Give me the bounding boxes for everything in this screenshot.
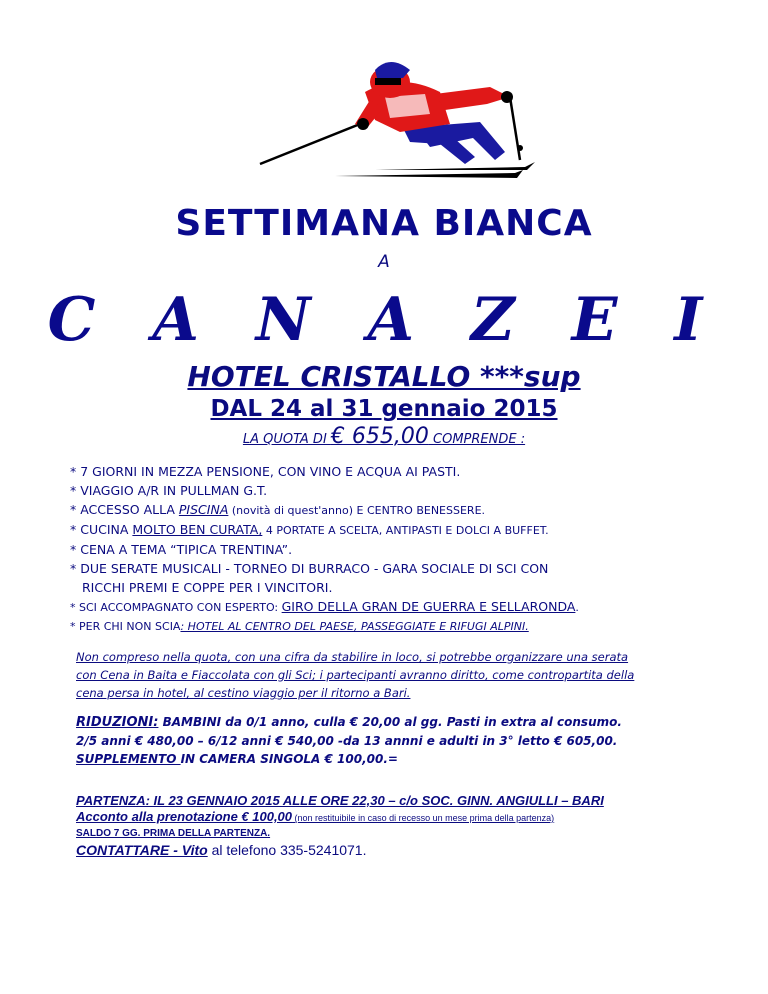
note-line: Non compreso nella quota, con una cifra da stabilire in loco, si potrebbe organizzare una serata <box>76 650 629 664</box>
list-item: * 7 GIORNI IN MEZZA PENSIONE, CON VINO E ACQUA AI PASTI. <box>70 464 461 479</box>
supplement-text: IN CAMERA SINGOLA € 100,00.= <box>180 752 398 766</box>
departure-section <box>76 793 756 858</box>
list-item-text: * SCI ACCOMPAGNATO CON ESPERTO: <box>70 601 282 614</box>
deposit-note: (non restituibile in caso di recesso un mese prima della partenza) <box>292 813 555 823</box>
supplement-line <box>76 750 716 768</box>
contact-phone: al telefono 335-5241071. <box>207 842 367 858</box>
connector-text: A <box>378 252 390 272</box>
reductions-label: RIDUZIONI: <box>76 715 159 730</box>
quota-prefix: LA QUOTA DI <box>242 432 331 447</box>
list-item-text: * PER CHI NON SCIA <box>70 620 181 633</box>
deposit-line <box>76 809 756 826</box>
destination-title: C A N A Z E I <box>47 285 721 355</box>
note-line: con Cena in Baita e Fiaccolata con gli Sci; i partecipanti avranno diritto, come contropartita della <box>76 668 635 682</box>
list-item-text: . <box>575 601 579 614</box>
reductions-line: 2/5 anni € 480,00 – 6/12 anni € 540,00 -da 13 annni e adulti in 3° letto € 605,00. <box>76 734 618 748</box>
contact-line <box>76 842 756 858</box>
list-item <box>70 500 710 520</box>
supplement-label: SUPPLEMENTO <box>76 752 181 766</box>
reductions-text: BAMBINI da 0/1 anno, culla € 20,00 al gg. Pasti in extra al consumo. <box>158 715 622 729</box>
list-item: * CENA A TEMA “TIPICA TRENTINA”. <box>70 542 293 557</box>
quota-price: € 655,00 <box>330 424 429 449</box>
hotel-name: HOTEL CRISTALLO ***sup <box>187 360 581 393</box>
reductions-section <box>76 713 716 768</box>
note-line: cena persa in hotel, al cestino viaggio per il ritorno a Bari. <box>76 686 411 700</box>
cuisine-highlight: MOLTO BEN CURATA, <box>132 522 263 537</box>
quota-suffix: COMPRENDE : <box>428 432 526 447</box>
skier-illustration <box>225 52 545 182</box>
list-item-text: (novità di quest'anno) E CENTRO BENESSERE. <box>228 504 486 517</box>
contact-label: CONTATTARE - Vito <box>76 842 208 858</box>
quota-line <box>0 424 768 449</box>
ski-tour-highlight: GIRO DELLA GRAN DE GUERRA E SELLARONDA <box>281 599 576 614</box>
page-title: SETTIMANA BIANCA <box>175 203 593 244</box>
pool-highlight: PISCINA <box>178 502 229 517</box>
deposit-text: Acconto alla prenotazione € 100,00 <box>76 809 293 824</box>
reductions-line <box>76 713 716 732</box>
list-item-text: 4 PORTATE A SCELTA, ANTIPASTI E DOLCI A BUFFET. <box>262 524 549 537</box>
non-ski-highlight: : HOTEL AL CENTRO DEL PAESE, PASSEGGIATE E RIFUGI ALPINI. <box>180 620 529 633</box>
list-item: * DUE SERATE MUSICALI - TORNEO DI BURRACO - GARA SOCIALE DI SCI CON <box>70 561 549 576</box>
list-item <box>70 520 710 540</box>
extra-note <box>76 648 716 702</box>
list-item <box>70 597 710 617</box>
list-item <box>70 617 710 636</box>
list-item: RICCHI PREMI E COPPE PER I VINCITORI. <box>82 580 333 595</box>
list-item-text: * ACCESSO ALLA <box>70 502 179 517</box>
list-item: * VIAGGIO A/R IN PULLMAN G.T. <box>70 483 268 498</box>
travel-dates: DAL 24 al 31 gennaio 2015 <box>210 396 558 422</box>
inclusions-list <box>70 462 710 636</box>
list-item-text: * CUCINA <box>70 522 133 537</box>
departure-line: PARTENZA: IL 23 GENNAIO 2015 ALLE ORE 22,30 – c/o SOC. GINN. ANGIULLI – BARI <box>76 793 604 808</box>
balance-line: SALDO 7 GG. PRIMA DELLA PARTENZA. <box>76 828 271 839</box>
